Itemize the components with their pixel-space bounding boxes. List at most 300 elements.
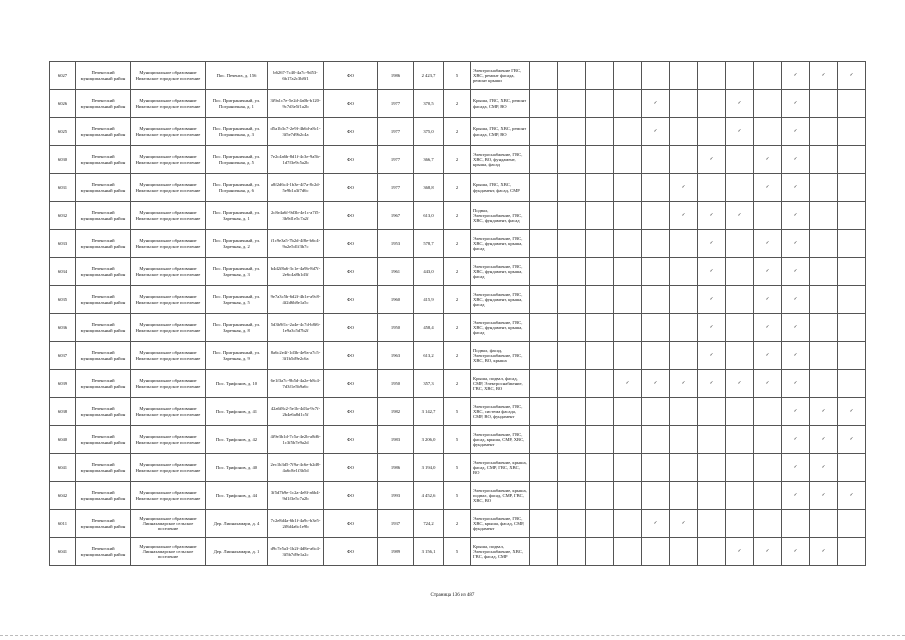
row-id: 6034	[50, 258, 76, 286]
floors-cell: 2	[444, 258, 471, 286]
empty-mark-cell	[782, 510, 810, 538]
empty-mark-cell	[698, 118, 726, 146]
district-cell: Печенгский муниципальный район	[76, 314, 131, 342]
empty-mark-cell	[726, 398, 754, 426]
empty-mark-cell	[586, 174, 614, 202]
works-list-cell: Электроснабжение, ГВС, фасад, крыша, СМР, ХВС, фундамент	[471, 426, 530, 454]
ownership-form-cell: ФО	[324, 118, 378, 146]
empty-mark-cell	[810, 286, 838, 314]
check-mark-icon: ✓	[782, 426, 810, 454]
table-row	[50, 426, 866, 454]
check-mark-icon: ✓	[754, 370, 782, 398]
guid-cell: 3f9a1c7e-5e2d-4a0b-b120-9c7d3e5f1a2b	[268, 90, 324, 118]
year-cell: 1967	[378, 202, 414, 230]
table-row	[50, 398, 866, 426]
check-mark-icon: ✓	[782, 90, 810, 118]
total-area-cell: 366,7	[414, 146, 444, 174]
check-mark-icon: ✓	[782, 230, 810, 258]
check-mark-icon: ✓	[754, 174, 782, 202]
check-mark-icon: ✓	[698, 146, 726, 174]
total-area-cell: 375,0	[414, 118, 444, 146]
empty-mark-cell	[558, 174, 586, 202]
works-list-cell: Электроснабжение, крыша, фасад, СМР, ГВС, ХВС, ВО	[471, 454, 530, 482]
empty-mark-cell	[642, 426, 670, 454]
total-area-cell: 613,2	[414, 342, 444, 370]
empty-mark-cell	[614, 258, 642, 286]
empty-mark-cell	[558, 258, 586, 286]
empty-mark-cell	[698, 426, 726, 454]
empty-mark-cell	[698, 174, 726, 202]
works-list-cell: Электроснабжение, ГВС, ХВС, крыша, фасад, СМР, фундамент	[471, 510, 530, 538]
ownership-form-cell: ФО	[324, 482, 378, 510]
owner-cell: Муниципальное образование Никельское городское поселение	[131, 454, 206, 482]
ownership-form-cell: ФО	[324, 146, 378, 174]
page-footer: Страница 136 из 487	[430, 593, 475, 598]
ownership-form-cell: ФО	[324, 202, 378, 230]
empty-mark-cell	[530, 174, 558, 202]
row-id: 6038	[50, 398, 76, 426]
check-mark-icon: ✓	[670, 202, 698, 230]
check-mark-icon: ✓	[810, 454, 838, 482]
empty-mark-cell	[530, 314, 558, 342]
guid-cell: b4d2f8a6-3c1e-4a9b-8d7f-2e6c4a8b1d3f	[268, 258, 324, 286]
address-cell: Пос. Трифонов, д. 44	[206, 482, 268, 510]
empty-mark-cell	[558, 426, 586, 454]
year-cell: 1986	[378, 62, 414, 90]
empty-mark-cell	[530, 62, 558, 90]
works-list-cell: Крыша, подвал, фасад, СМР, Электроснабжение, ГВС, ХВС, ВО	[471, 370, 530, 398]
register-rows	[50, 62, 866, 566]
empty-mark-cell	[558, 510, 586, 538]
empty-mark-cell	[586, 202, 614, 230]
empty-mark-cell	[586, 398, 614, 426]
address-cell: Пос. Приграничный, ул. Пограничная, д. 5	[206, 146, 268, 174]
check-mark-icon: ✓	[642, 90, 670, 118]
guid-cell: 4f9e3b1d-7c5a-4e2b-a8d6-1c3f5b7e9a2d	[268, 426, 324, 454]
check-mark-icon: ✓	[782, 398, 810, 426]
district-cell: Печенгский муниципальный район	[76, 510, 131, 538]
empty-mark-cell	[558, 454, 586, 482]
check-mark-icon: ✓	[754, 146, 782, 174]
empty-mark-cell	[558, 286, 586, 314]
empty-mark-cell	[558, 370, 586, 398]
empty-mark-cell	[586, 118, 614, 146]
address-cell: Пос. Приграничный, ул. Заречная, д. 3	[206, 258, 268, 286]
row-id: 6026	[50, 90, 76, 118]
year-cell: 1977	[378, 174, 414, 202]
empty-mark-cell	[726, 62, 754, 90]
works-list-cell: Электроснабжение, ГВС, ХВС, ВО, фундамент, крыша, фасад	[471, 146, 530, 174]
total-area-cell: 613,0	[414, 202, 444, 230]
owner-cell: Муниципальное образование Никельское городское поселение	[131, 146, 206, 174]
owner-cell: Муниципальное образование Никельское городское поселение	[131, 230, 206, 258]
year-cell: 1986	[378, 454, 414, 482]
empty-mark-cell	[586, 538, 614, 566]
empty-mark-cell	[838, 538, 866, 566]
empty-mark-cell	[810, 510, 838, 538]
empty-mark-cell	[838, 258, 866, 286]
empty-mark-cell	[726, 454, 754, 482]
district-cell: Печенгский муниципальный район	[76, 426, 131, 454]
year-cell: 1961	[378, 258, 414, 286]
empty-mark-cell	[614, 398, 642, 426]
empty-mark-cell	[642, 286, 670, 314]
empty-mark-cell	[698, 510, 726, 538]
empty-mark-cell	[670, 286, 698, 314]
empty-mark-cell	[838, 174, 866, 202]
empty-mark-cell	[642, 398, 670, 426]
empty-mark-cell	[558, 90, 586, 118]
year-cell: 1989	[378, 538, 414, 566]
floors-cell: 2	[444, 510, 471, 538]
row-id: 6041	[50, 538, 76, 566]
empty-mark-cell	[754, 454, 782, 482]
empty-mark-cell	[726, 258, 754, 286]
empty-mark-cell	[810, 174, 838, 202]
empty-mark-cell	[670, 454, 698, 482]
empty-mark-cell	[614, 230, 642, 258]
total-area-cell: 3 142,7	[414, 398, 444, 426]
empty-mark-cell	[838, 454, 866, 482]
floors-cell: 5	[444, 538, 471, 566]
check-mark-icon: ✓	[754, 286, 782, 314]
empty-mark-cell	[530, 202, 558, 230]
owner-cell: Муниципальное образование Никельское городское поселение	[131, 314, 206, 342]
check-mark-icon: ✓	[782, 146, 810, 174]
empty-mark-cell	[558, 202, 586, 230]
floors-cell: 2	[444, 342, 471, 370]
empty-mark-cell	[670, 62, 698, 90]
address-cell: Пос. Приграничный, ул. Пограничная, д. 6	[206, 174, 268, 202]
empty-mark-cell	[614, 342, 642, 370]
row-id: 6031	[50, 174, 76, 202]
check-mark-icon: ✓	[698, 258, 726, 286]
empty-mark-cell	[530, 118, 558, 146]
empty-mark-cell	[530, 230, 558, 258]
empty-mark-cell	[670, 482, 698, 510]
district-cell: Печенгский муниципальный район	[76, 454, 131, 482]
works-list-cell: Электроснабжение, ГВС, ХВС, фундамент, крыша, фасад	[471, 258, 530, 286]
ownership-form-cell: ФО	[324, 454, 378, 482]
row-id: 6030	[50, 146, 76, 174]
owner-cell: Муниципальное образование Лиинахамарское сельское поселение	[131, 510, 206, 538]
empty-mark-cell	[642, 202, 670, 230]
ownership-form-cell: ФО	[324, 510, 378, 538]
check-mark-icon: ✓	[726, 202, 754, 230]
empty-mark-cell	[586, 258, 614, 286]
table-row	[50, 62, 866, 90]
row-id: 6033	[50, 230, 76, 258]
empty-mark-cell	[698, 398, 726, 426]
empty-mark-cell	[558, 398, 586, 426]
empty-mark-cell	[558, 538, 586, 566]
check-mark-icon: ✓	[782, 454, 810, 482]
table-row	[50, 482, 866, 510]
empty-mark-cell	[754, 62, 782, 90]
empty-mark-cell	[670, 146, 698, 174]
empty-mark-cell	[810, 370, 838, 398]
works-list-cell: Электроснабжение, ГВС, ХВС, система фасада, СМР, ВО, фундамент	[471, 398, 530, 426]
table-row	[50, 454, 866, 482]
check-mark-icon: ✓	[754, 230, 782, 258]
check-mark-icon: ✓	[670, 510, 698, 538]
owner-cell: Муниципальное образование Никельское городское поселение	[131, 370, 206, 398]
empty-mark-cell	[586, 286, 614, 314]
owner-cell: Муниципальное образование Никельское городское поселение	[131, 90, 206, 118]
check-mark-icon: ✓	[782, 202, 810, 230]
empty-mark-cell	[754, 118, 782, 146]
empty-mark-cell	[642, 258, 670, 286]
district-cell: Печенгский муниципальный район	[76, 146, 131, 174]
empty-mark-cell	[558, 314, 586, 342]
ownership-form-cell: ФО	[324, 398, 378, 426]
total-area-cell: 370,5	[414, 90, 444, 118]
table-row	[50, 314, 866, 342]
guid-cell: f1c9e3a5-7b2d-4f8e-b6c4-9a2e5d1f3b7c	[268, 230, 324, 258]
check-mark-icon: ✓	[670, 174, 698, 202]
address-cell: Пос. Приграничный, ул. Заречная, д. 8	[206, 314, 268, 342]
empty-mark-cell	[838, 146, 866, 174]
address-cell: Пос. Приграничный, ул. Пограничная, д. 3	[206, 118, 268, 146]
address-cell: Пос. Приграничный, ул. Заречная, д. 1	[206, 202, 268, 230]
empty-mark-cell	[670, 118, 698, 146]
empty-mark-cell	[558, 482, 586, 510]
guid-cell: 9e7a3c5b-6d2f-4b1e-a9c8-4f2d6b8e1a5c	[268, 286, 324, 314]
owner-cell: Муниципальное образование Лиинахамарское сельское поселение	[131, 538, 206, 566]
owner-cell: Муниципальное образование Никельское городское поселение	[131, 258, 206, 286]
empty-mark-cell	[754, 202, 782, 230]
empty-mark-cell	[726, 482, 754, 510]
table-row	[50, 146, 866, 174]
district-cell: Печенгский муниципальный район	[76, 174, 131, 202]
total-area-cell: 3 156,1	[414, 538, 444, 566]
address-cell: Пос. Приграничный, ул. Заречная, д. 2	[206, 230, 268, 258]
empty-mark-cell	[698, 62, 726, 90]
owner-cell: Муниципальное образование Никельское городское поселение	[131, 482, 206, 510]
guid-cell: d9c7e5a3-1b2f-4d8e-a6c4-3f5b7d9e1a2c	[268, 538, 324, 566]
total-area-cell: 578,7	[414, 230, 444, 258]
year-cell: 1963	[378, 342, 414, 370]
empty-mark-cell	[586, 426, 614, 454]
check-mark-icon: ✓	[838, 482, 866, 510]
works-list-cell: Подвал, Электроснабжение, ГВС, ХВС, фундамент, фасад	[471, 202, 530, 230]
check-mark-icon: ✓	[782, 370, 810, 398]
owner-cell: Муниципальное образование Никельское городское поселение	[131, 426, 206, 454]
check-mark-icon: ✓	[642, 370, 670, 398]
ownership-form-cell: ФО	[324, 174, 378, 202]
register-table	[49, 61, 866, 566]
scan-edge-line	[0, 635, 905, 636]
check-mark-icon: ✓	[782, 286, 810, 314]
empty-mark-cell	[530, 286, 558, 314]
empty-mark-cell	[558, 146, 586, 174]
district-cell: Печенгский муниципальный район	[76, 286, 131, 314]
total-area-cell: 3 194,0	[414, 454, 444, 482]
year-cell: 1950	[378, 314, 414, 342]
empty-mark-cell	[530, 146, 558, 174]
check-mark-icon: ✓	[698, 286, 726, 314]
row-id: 6039	[50, 370, 76, 398]
year-cell: 1993	[378, 482, 414, 510]
check-mark-icon: ✓	[810, 538, 838, 566]
ownership-form-cell: ФО	[324, 342, 378, 370]
ownership-form-cell: ФО	[324, 426, 378, 454]
check-mark-icon: ✓	[838, 398, 866, 426]
check-mark-icon: ✓	[782, 62, 810, 90]
empty-mark-cell	[810, 342, 838, 370]
guid-cell: 7c2e8d4a-6b1f-4a9c-b3e5-2f8d4a6c1e9b	[268, 510, 324, 538]
floors-cell: 2	[444, 202, 471, 230]
empty-mark-cell	[838, 90, 866, 118]
check-mark-icon: ✓	[698, 342, 726, 370]
empty-mark-cell	[530, 538, 558, 566]
total-area-cell: 2 423,7	[414, 62, 444, 90]
address-cell: Пос. Печенга, д. 156	[206, 62, 268, 90]
check-mark-icon: ✓	[726, 118, 754, 146]
check-mark-icon: ✓	[782, 538, 810, 566]
check-mark-icon: ✓	[698, 202, 726, 230]
empty-mark-cell	[614, 146, 642, 174]
row-id: 6041	[50, 454, 76, 482]
empty-mark-cell	[614, 286, 642, 314]
empty-mark-cell	[754, 426, 782, 454]
check-mark-icon: ✓	[670, 370, 698, 398]
empty-mark-cell	[642, 314, 670, 342]
check-mark-icon: ✓	[698, 370, 726, 398]
row-id: 6036	[50, 314, 76, 342]
empty-mark-cell	[698, 454, 726, 482]
table-row	[50, 174, 866, 202]
check-mark-icon: ✓	[838, 426, 866, 454]
row-id: 6032	[50, 202, 76, 230]
empty-mark-cell	[754, 482, 782, 510]
district-cell: Печенгский муниципальный район	[76, 118, 131, 146]
empty-mark-cell	[586, 146, 614, 174]
table-row	[50, 258, 866, 286]
total-area-cell: 3 206,0	[414, 426, 444, 454]
works-list-cell: Электроснабжение, ГВС, ХВС, фундамент, крыша, фасад	[471, 314, 530, 342]
address-cell: Дер. Лиинахамари, д. 4	[206, 510, 268, 538]
empty-mark-cell	[810, 90, 838, 118]
works-list-cell: Электроснабжение, крыша, подвал, фасад, СМР, ГВС, ХВС, ВО	[471, 482, 530, 510]
total-area-cell: 415,9	[414, 286, 444, 314]
address-cell: Пос. Трифонов, д. 10	[206, 370, 268, 398]
row-id: 6042	[50, 482, 76, 510]
year-cell: 1937	[378, 510, 414, 538]
owner-cell: Муниципальное образование Никельское городское поселение	[131, 398, 206, 426]
check-mark-icon: ✓	[726, 370, 754, 398]
guid-cell: 5d3b9f1c-2a4e-4c7d-b8f6-1e9a3c5d7b2f	[268, 314, 324, 342]
guid-cell: 2c8e4a6f-9d3b-4e1c-a7f5-3b9d1e5c7a2f	[268, 202, 324, 230]
empty-mark-cell	[558, 118, 586, 146]
floors-cell: 2	[444, 174, 471, 202]
empty-mark-cell	[614, 426, 642, 454]
table-row	[50, 342, 866, 370]
address-cell: Пос. Трифонов, д. 40	[206, 454, 268, 482]
works-list-cell: Электроснабжение ГВС, ХВС, ремонт фасада, ремонт крыши	[471, 62, 530, 90]
row-id: 6037	[50, 342, 76, 370]
empty-mark-cell	[726, 174, 754, 202]
check-mark-icon: ✓	[726, 90, 754, 118]
check-mark-icon: ✓	[782, 174, 810, 202]
empty-mark-cell	[670, 230, 698, 258]
ownership-form-cell: ФО	[324, 314, 378, 342]
empty-mark-cell	[726, 286, 754, 314]
owner-cell: Муниципальное образование Никельское городское поселение	[131, 342, 206, 370]
empty-mark-cell	[838, 118, 866, 146]
floors-cell: 2	[444, 90, 471, 118]
check-mark-icon: ✓	[754, 342, 782, 370]
empty-mark-cell	[642, 174, 670, 202]
empty-mark-cell	[810, 146, 838, 174]
empty-mark-cell	[810, 118, 838, 146]
check-mark-icon: ✓	[810, 482, 838, 510]
empty-mark-cell	[586, 482, 614, 510]
table-row	[50, 538, 866, 566]
address-cell: Пос. Трифонов, д. 41	[206, 398, 268, 426]
check-mark-icon: ✓	[810, 426, 838, 454]
district-cell: Печенгский муниципальный район	[76, 202, 131, 230]
empty-mark-cell	[530, 258, 558, 286]
empty-mark-cell	[670, 342, 698, 370]
check-mark-icon: ✓	[698, 230, 726, 258]
check-mark-icon: ✓	[754, 258, 782, 286]
year-cell: 1977	[378, 118, 414, 146]
check-mark-icon: ✓	[782, 314, 810, 342]
floors-cell: 2	[444, 314, 471, 342]
ownership-form-cell: ФО	[324, 230, 378, 258]
empty-mark-cell	[726, 510, 754, 538]
total-area-cell: 458,4	[414, 314, 444, 342]
works-list-cell: Крыша, ГВС, ХВС, фундамент, фасад, СМР	[471, 174, 530, 202]
owner-cell: Муниципальное образование Никельское городское поселение	[131, 62, 206, 90]
empty-mark-cell	[614, 538, 642, 566]
empty-mark-cell	[810, 258, 838, 286]
total-area-cell: 443,0	[414, 258, 444, 286]
year-cell: 1950	[378, 370, 414, 398]
floors-cell: 5	[444, 426, 471, 454]
row-id: 6011	[50, 510, 76, 538]
empty-mark-cell	[530, 454, 558, 482]
district-cell: Печенгский муниципальный район	[76, 62, 131, 90]
floors-cell: 5	[444, 482, 471, 510]
empty-mark-cell	[614, 118, 642, 146]
empty-mark-cell	[838, 230, 866, 258]
empty-mark-cell	[726, 342, 754, 370]
empty-mark-cell	[838, 370, 866, 398]
district-cell: Печенгский муниципальный район	[76, 482, 131, 510]
empty-mark-cell	[530, 370, 558, 398]
empty-mark-cell	[726, 426, 754, 454]
empty-mark-cell	[586, 62, 614, 90]
empty-mark-cell	[810, 230, 838, 258]
district-cell: Печенгский муниципальный район	[76, 538, 131, 566]
ownership-form-cell: ФО	[324, 62, 378, 90]
empty-mark-cell	[754, 510, 782, 538]
floors-cell: 2	[444, 286, 471, 314]
empty-mark-cell	[586, 314, 614, 342]
address-cell: Пос. Приграничный, ул. Заречная, д. 9	[206, 342, 268, 370]
floors-cell: 5	[444, 398, 471, 426]
owner-cell: Муниципальное образование Никельское городское поселение	[131, 286, 206, 314]
district-cell: Печенгский муниципальный район	[76, 258, 131, 286]
empty-mark-cell	[558, 62, 586, 90]
total-area-cell: 724,2	[414, 510, 444, 538]
guid-cell: 8a6c2e4f-1d3b-4e9a-a7c5-3f1b5d9e2c6a	[268, 342, 324, 370]
total-area-cell: 4 452,6	[414, 482, 444, 510]
check-mark-icon: ✓	[726, 538, 754, 566]
empty-mark-cell	[614, 482, 642, 510]
